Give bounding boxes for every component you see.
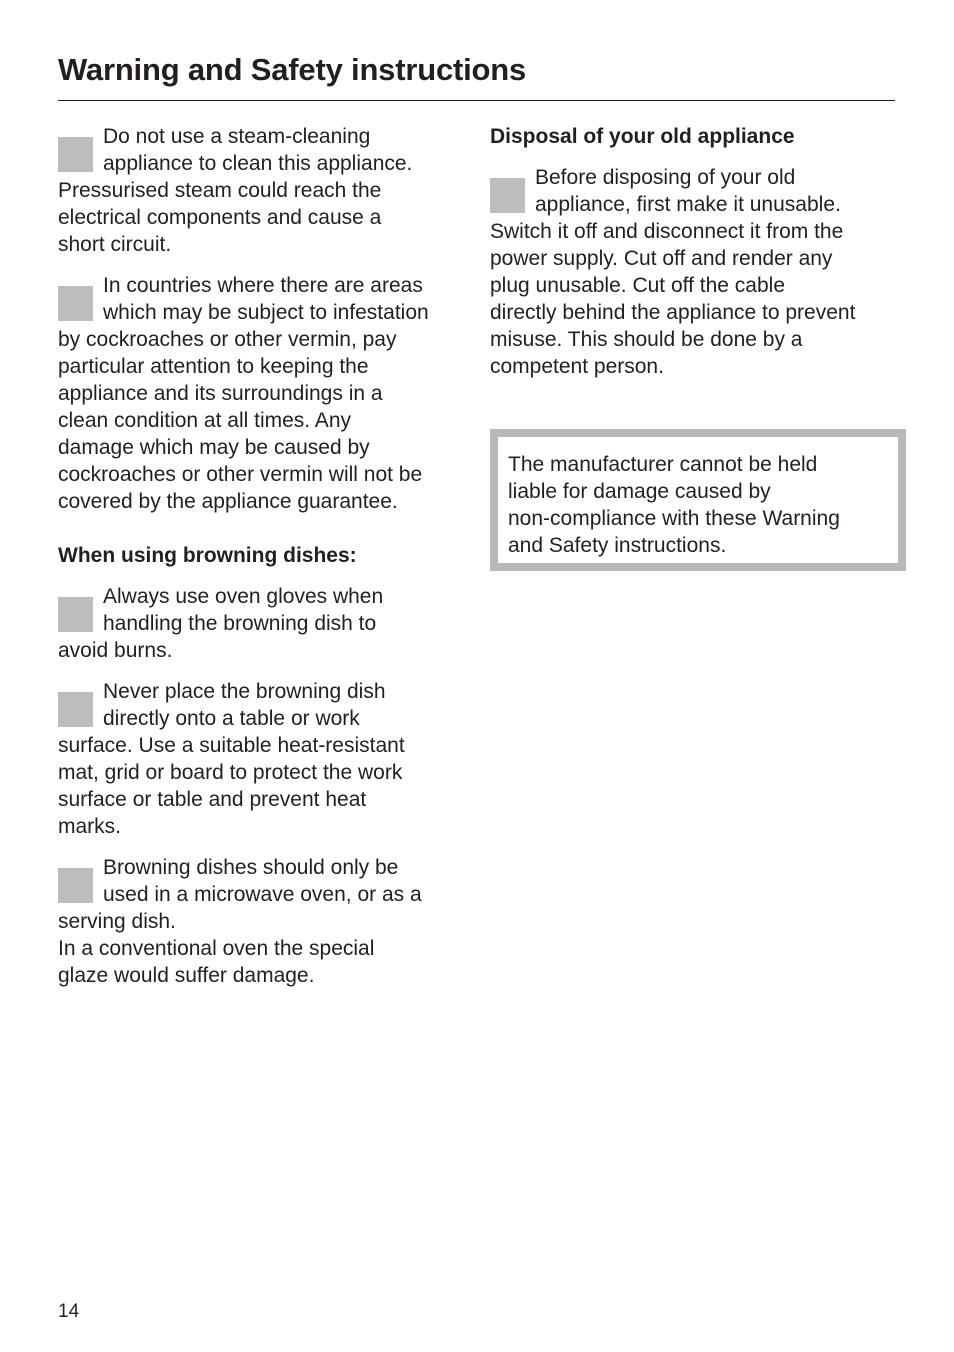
text-line: covered by the appliance guarantee. xyxy=(58,490,398,513)
text-line: surface. Use a suitable heat-resistant xyxy=(58,734,405,757)
text-line: Before disposing of your old xyxy=(535,166,796,189)
liability-notice-text xyxy=(508,451,898,559)
text-line: plug unusable. Cut off the cable xyxy=(490,274,785,297)
text-line: damage which may be caused by xyxy=(58,436,370,459)
bullet-vermin xyxy=(58,272,466,515)
bullet-marker xyxy=(490,178,525,213)
section-heading-disposal: Disposal of your old appliance xyxy=(490,125,795,148)
text-line: by cockroaches or other vermin, pay xyxy=(58,328,397,351)
bullet-marker xyxy=(58,286,93,321)
text-line: Switch it off and disconnect it from the xyxy=(490,220,844,243)
text-line: misuse. This should be done by a xyxy=(490,328,803,351)
text-line: non-compliance with these Warning xyxy=(508,507,840,530)
text-line: avoid burns. xyxy=(58,639,173,662)
text-line: Browning dishes should only be xyxy=(103,856,399,879)
bullet-steam-cleaning xyxy=(58,123,466,258)
text-line: serving dish. xyxy=(58,910,176,933)
text-line: short circuit. xyxy=(58,233,172,256)
bullet-marker xyxy=(58,137,93,172)
section-heading-browning-dishes: When using browning dishes: xyxy=(58,544,357,567)
bullet-heat-resistant-mat xyxy=(58,678,466,840)
bullet-marker xyxy=(58,868,93,903)
text-line: competent person. xyxy=(490,355,664,378)
text-line: directly onto a table or work xyxy=(103,707,360,730)
bullet-oven-gloves xyxy=(58,583,466,664)
text-line: and Safety instructions. xyxy=(508,534,727,557)
text-line: Do not use a steam-cleaning xyxy=(103,125,371,148)
text-line: surface or table and prevent heat xyxy=(58,788,367,811)
page-title: Warning and Safety instructions xyxy=(58,52,527,87)
text-line: power supply. Cut off and render any xyxy=(490,247,833,270)
text-line: Pressurised steam could reach the xyxy=(58,179,382,202)
text-line: Always use oven gloves when xyxy=(103,585,384,608)
right-column xyxy=(490,123,898,394)
bullet-marker xyxy=(58,692,93,727)
text-line: electrical components and cause a xyxy=(58,206,382,229)
left-column xyxy=(58,123,466,1003)
text-line: used in a microwave oven, or as a xyxy=(103,883,422,906)
text-line: In a conventional oven the special xyxy=(58,937,375,960)
text-line: marks. xyxy=(58,815,121,838)
text-line: appliance, first make it unusable. xyxy=(535,193,841,216)
text-line: which may be subject to infestation xyxy=(103,301,429,324)
bullet-microwave-only xyxy=(58,854,466,989)
text-line: glaze would suffer damage. xyxy=(58,964,315,987)
text-line: appliance and its surroundings in a xyxy=(58,382,383,405)
title-divider xyxy=(58,100,895,101)
text-line: directly behind the appliance to prevent xyxy=(490,301,856,324)
text-line: cockroaches or other vermin will not be xyxy=(58,463,423,486)
text-line: handling the browning dish to xyxy=(103,612,377,635)
text-line: mat, grid or board to protect the work xyxy=(58,761,403,784)
text-line: In countries where there are areas xyxy=(103,274,423,297)
text-line: particular attention to keeping the xyxy=(58,355,369,378)
text-line: clean condition at all times. Any xyxy=(58,409,351,432)
bullet-disposal xyxy=(490,164,898,380)
bullet-marker xyxy=(58,597,93,632)
liability-notice-box xyxy=(490,429,906,571)
text-line: Never place the browning dish xyxy=(103,680,386,703)
page-number: 14 xyxy=(58,1301,80,1322)
text-line: appliance to clean this appliance. xyxy=(103,152,413,175)
text-line: liable for damage caused by xyxy=(508,480,771,503)
text-line: The manufacturer cannot be held xyxy=(508,453,818,476)
